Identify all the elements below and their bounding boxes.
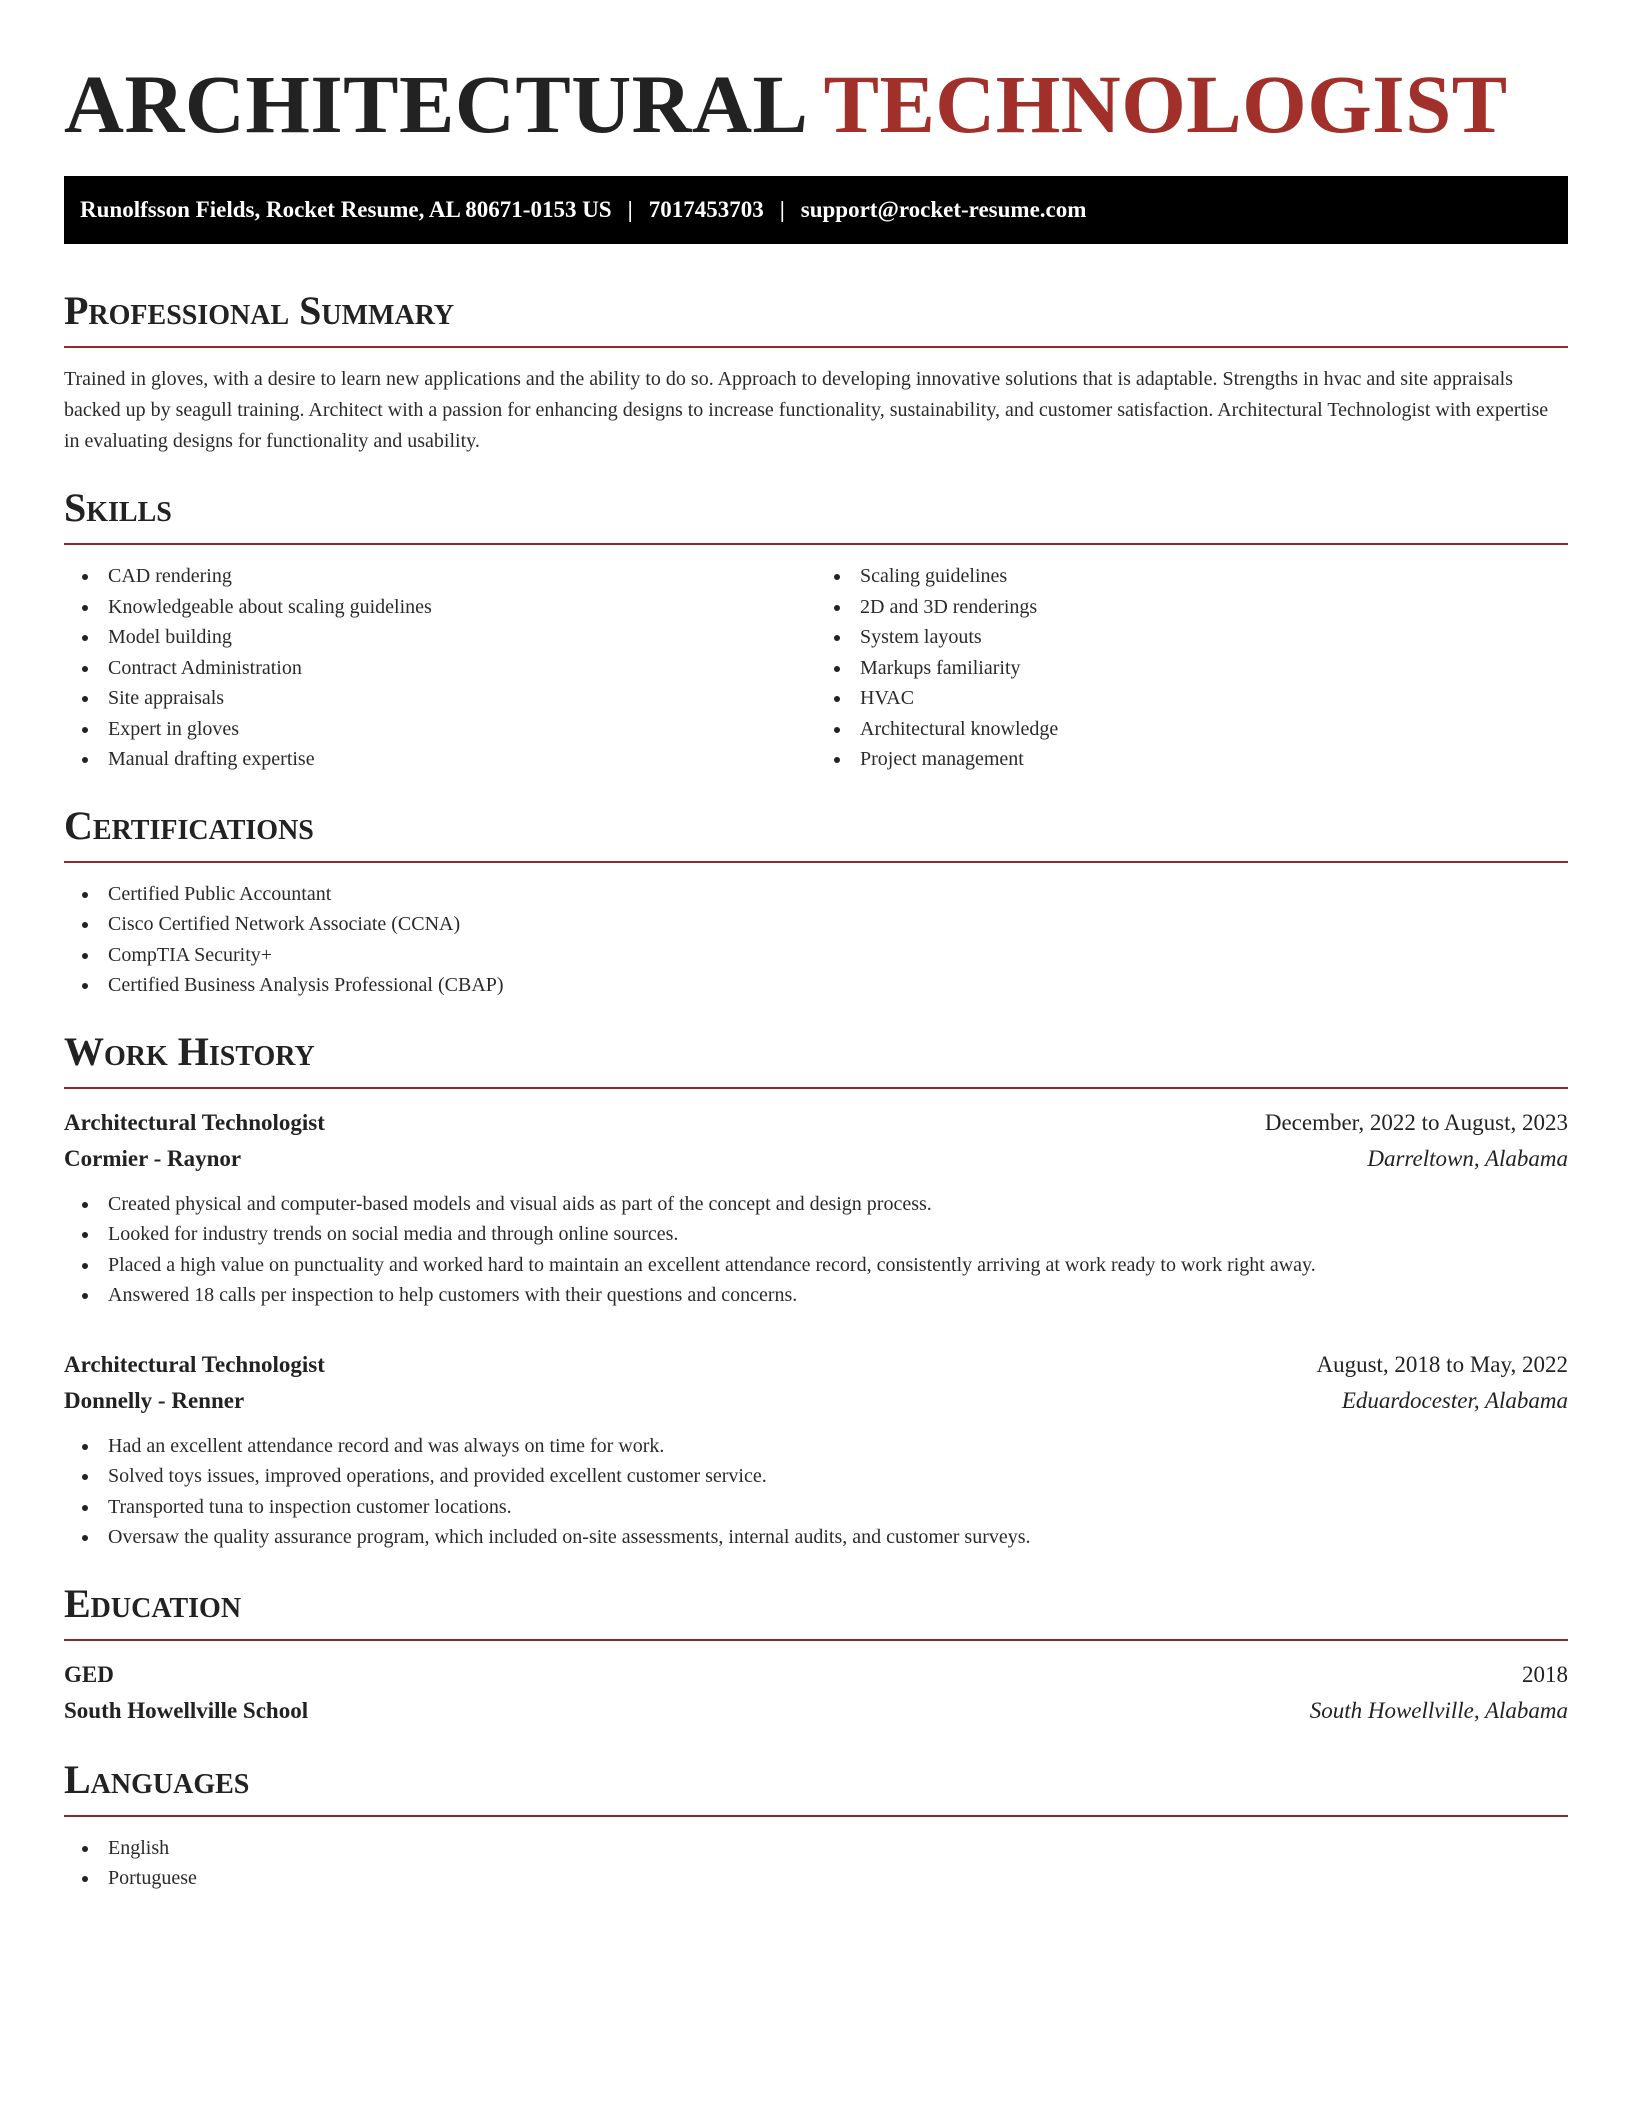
skill-item: Model building <box>64 622 816 653</box>
job-duty: Placed a high value on punctuality and worked hard to maintain an excellent attendance record, consistently arriving at work ready to work right away. <box>64 1250 1568 1281</box>
section-divider <box>64 1639 1568 1641</box>
contact-phone[interactable]: 7017453703 <box>648 197 764 222</box>
certifications-section <box>64 799 1568 1001</box>
job-location: Eduardocester, Alabama <box>1341 1387 1568 1413</box>
skill-item: Expert in gloves <box>64 714 816 745</box>
skill-item: Contract Administration <box>64 653 816 684</box>
contact-address: Runolfsson Fields, Rocket Resume, AL 80671-0153 US <box>80 197 612 222</box>
job-dates: August, 2018 to May, 2022 <box>1316 1351 1568 1377</box>
job-duty: Oversaw the quality assurance program, which included on-site assessments, internal audits, and customer surveys. <box>64 1522 1568 1553</box>
skill-item: CAD rendering <box>64 561 816 592</box>
job-entry <box>64 1347 1568 1553</box>
job-header-row <box>64 1105 1568 1141</box>
skill-item: Markups familiarity <box>816 653 1568 684</box>
skills-grid <box>64 545 1568 775</box>
section-heading: Work History <box>64 1028 315 1074</box>
job-duty: Created physical and computer-based models and visual aids as part of the concept and design process. <box>64 1189 1568 1220</box>
resume-title <box>64 54 1568 154</box>
contact-separator: | <box>779 197 785 222</box>
skills-list-right <box>816 561 1568 775</box>
certification-item: Certified Public Accountant <box>64 879 1568 910</box>
certification-item: CompTIA Security+ <box>64 940 1568 971</box>
job-location: Darreltown, Alabama <box>1367 1145 1568 1171</box>
contact-bar <box>64 176 1568 244</box>
title-accent: TECHNOLOGIST <box>823 58 1508 150</box>
certification-item: Certified Business Analysis Professional (CBAP) <box>64 970 1568 1001</box>
languages-section <box>64 1753 1568 1894</box>
languages-list <box>64 1833 1568 1894</box>
section-heading: Skills <box>64 485 172 530</box>
education-section <box>64 1577 1568 1729</box>
education-year: 2018 <box>1522 1661 1568 1687</box>
job-header-row <box>64 1347 1568 1383</box>
work-history-section <box>64 1025 1568 1553</box>
education-header-row <box>64 1657 1568 1693</box>
section-divider <box>64 1087 1568 1089</box>
skills-list-left <box>64 561 816 775</box>
job-company: Donnelly - Renner <box>64 1387 245 1413</box>
education-entry <box>64 1657 1568 1729</box>
job-duties-list <box>64 1189 1568 1311</box>
section-divider <box>64 1815 1568 1817</box>
section-divider <box>64 861 1568 863</box>
summary-text: Trained in gloves, with a desire to learn new applications and the ability to do so. Approach to developing innovative solutions that is adaptable. Strengths in hvac and site appraisals backed up by seagull training. Architect with a passion for enhancing designs to increase functionality, sustainability, and customer satisfaction. Architectural Technologist with expertise in evaluating designs for functionality and usability. <box>64 368 1549 452</box>
title-main: ARCHITECTURAL <box>64 58 804 150</box>
skill-item: Manual drafting expertise <box>64 744 816 775</box>
section-heading: Professional Summary <box>64 288 455 333</box>
job-company: Cormier - Raynor <box>64 1145 242 1171</box>
language-item: English <box>64 1833 1568 1864</box>
job-company-row <box>64 1383 1568 1419</box>
contact-separator: | <box>627 197 633 222</box>
contact-email[interactable]: support@rocket-resume.com <box>800 197 1087 222</box>
job-company-row <box>64 1141 1568 1177</box>
skills-section <box>64 481 1568 775</box>
education-school-row <box>64 1693 1568 1729</box>
language-item: Portuguese <box>64 1863 1568 1894</box>
section-heading: Languages <box>64 1756 250 1802</box>
education-location: South Howellville, Alabama <box>1309 1697 1568 1723</box>
summary-section <box>64 284 1568 457</box>
skill-item: HVAC <box>816 683 1568 714</box>
skill-item: System layouts <box>816 622 1568 653</box>
section-heading: Education <box>64 1580 242 1626</box>
skill-item: Knowledgeable about scaling guidelines <box>64 592 816 623</box>
skill-item: 2D and 3D renderings <box>816 592 1568 623</box>
education-school: South Howellville School <box>64 1697 309 1723</box>
education-degree: GED <box>64 1661 114 1687</box>
job-entry <box>64 1105 1568 1311</box>
skill-item: Architectural knowledge <box>816 714 1568 745</box>
skill-item: Site appraisals <box>64 683 816 714</box>
job-title: Architectural Technologist <box>64 1351 325 1377</box>
job-duty: Transported tuna to inspection customer locations. <box>64 1492 1568 1523</box>
certification-item: Cisco Certified Network Associate (CCNA) <box>64 909 1568 940</box>
section-divider <box>64 346 1568 348</box>
job-duty: Looked for industry trends on social media and through online sources. <box>64 1219 1568 1250</box>
job-duties-list <box>64 1431 1568 1553</box>
certifications-list <box>64 879 1568 1001</box>
job-dates: December, 2022 to August, 2023 <box>1264 1109 1568 1135</box>
section-heading: Certifications <box>64 802 314 848</box>
job-duty: Answered 18 calls per inspection to help customers with their questions and concerns. <box>64 1280 1568 1311</box>
skill-item: Scaling guidelines <box>816 561 1568 592</box>
skill-item: Project management <box>816 744 1568 775</box>
job-title: Architectural Technologist <box>64 1109 325 1135</box>
job-duty: Solved toys issues, improved operations, and provided excellent customer service. <box>64 1461 1568 1492</box>
job-duty: Had an excellent attendance record and was always on time for work. <box>64 1431 1568 1462</box>
